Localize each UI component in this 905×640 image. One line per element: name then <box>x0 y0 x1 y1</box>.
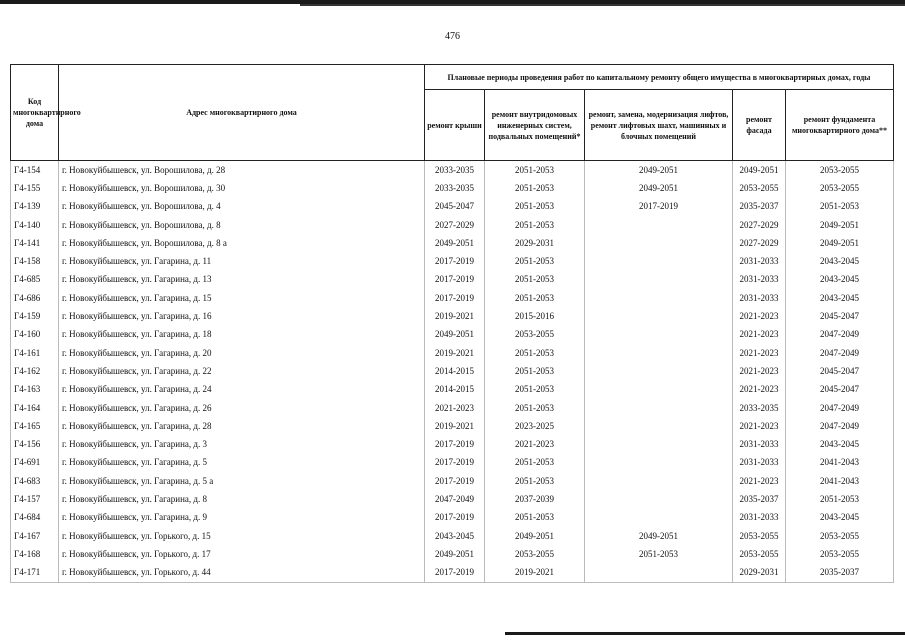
roof-period: 2014-2015 <box>425 362 485 380</box>
systems-period: 2051-2053 <box>485 216 585 234</box>
roof-period: 2021-2023 <box>425 399 485 417</box>
house-address: г. Новокуйбышевск, ул. Горького, д. 15 <box>59 527 425 545</box>
roof-period: 2014-2015 <box>425 381 485 399</box>
foundation-period: 2051-2053 <box>786 490 894 508</box>
table-row <box>11 271 894 289</box>
roof-period: 2047-2049 <box>425 490 485 508</box>
foundation-period: 2045-2047 <box>786 362 894 380</box>
systems-period: 2019-2021 <box>485 564 585 583</box>
facade-period: 2021-2023 <box>733 381 786 399</box>
foundation-period: 2047-2049 <box>786 417 894 435</box>
table-row <box>11 545 894 563</box>
systems-period: 2051-2053 <box>485 509 585 527</box>
facade-period: 2031-2033 <box>733 271 786 289</box>
foundation-period: 2043-2045 <box>786 252 894 270</box>
lifts-period <box>585 454 733 472</box>
house-code: Г4-162 <box>11 362 59 380</box>
house-code: Г4-164 <box>11 399 59 417</box>
house-code: Г4-161 <box>11 344 59 362</box>
header-facade-repair: ремонт фасада <box>733 90 786 161</box>
table-row <box>11 490 894 508</box>
lifts-period <box>585 344 733 362</box>
house-code: Г4-157 <box>11 490 59 508</box>
roof-period: 2027-2029 <box>425 216 485 234</box>
table-row <box>11 198 894 216</box>
systems-period: 2051-2053 <box>485 344 585 362</box>
scan-bottom-edge <box>505 632 905 635</box>
systems-period: 2051-2053 <box>485 179 585 197</box>
systems-period: 2051-2053 <box>485 252 585 270</box>
lifts-period <box>585 399 733 417</box>
facade-period: 2031-2033 <box>733 435 786 453</box>
foundation-period: 2053-2055 <box>786 179 894 197</box>
house-address: г. Новокуйбышевск, ул. Гагарина, д. 3 <box>59 435 425 453</box>
house-address: г. Новокуйбышевск, ул. Горького, д. 17 <box>59 545 425 563</box>
foundation-period: 2053-2055 <box>786 527 894 545</box>
roof-period: 2049-2051 <box>425 545 485 563</box>
table-row <box>11 326 894 344</box>
systems-period: 2053-2055 <box>485 545 585 563</box>
house-address: г. Новокуйбышевск, ул. Гагарина, д. 15 <box>59 289 425 307</box>
roof-period: 2033-2035 <box>425 179 485 197</box>
systems-period: 2051-2053 <box>485 381 585 399</box>
facade-period: 2021-2023 <box>733 417 786 435</box>
facade-period: 2053-2055 <box>733 545 786 563</box>
systems-period: 2023-2025 <box>485 417 585 435</box>
lifts-period <box>585 435 733 453</box>
roof-period: 2017-2019 <box>425 289 485 307</box>
foundation-period: 2053-2055 <box>786 161 894 180</box>
house-code: Г4-158 <box>11 252 59 270</box>
roof-period: 2017-2019 <box>425 271 485 289</box>
house-code: Г4-686 <box>11 289 59 307</box>
table-row <box>11 417 894 435</box>
house-code: Г4-140 <box>11 216 59 234</box>
facade-period: 2021-2023 <box>733 472 786 490</box>
scan-top-edge-shadow <box>300 4 905 6</box>
house-address: г. Новокуйбышевск, ул. Гагарина, д. 28 <box>59 417 425 435</box>
table-row <box>11 362 894 380</box>
foundation-period: 2047-2049 <box>786 399 894 417</box>
systems-period: 2051-2053 <box>485 454 585 472</box>
facade-period: 2021-2023 <box>733 326 786 344</box>
header-roof-repair: ремонт крыши <box>425 90 485 161</box>
lifts-period <box>585 307 733 325</box>
house-address: г. Новокуйбышевск, ул. Гагарина, д. 5 а <box>59 472 425 490</box>
house-address: г. Новокуйбышевск, ул. Горького, д. 44 <box>59 564 425 583</box>
systems-period: 2029-2031 <box>485 234 585 252</box>
table-row <box>11 344 894 362</box>
table-row <box>11 179 894 197</box>
table-row <box>11 252 894 270</box>
house-code: Г4-167 <box>11 527 59 545</box>
foundation-period: 2041-2043 <box>786 472 894 490</box>
house-address: г. Новокуйбышевск, ул. Гагарина, д. 9 <box>59 509 425 527</box>
systems-period: 2053-2055 <box>485 326 585 344</box>
lifts-period <box>585 326 733 344</box>
house-address: г. Новокуйбышевск, ул. Ворошилова, д. 28 <box>59 161 425 180</box>
table-row <box>11 289 894 307</box>
facade-period: 2053-2055 <box>733 527 786 545</box>
house-code: Г4-685 <box>11 271 59 289</box>
lifts-period <box>585 509 733 527</box>
table-row <box>11 527 894 545</box>
roof-period: 2017-2019 <box>425 435 485 453</box>
header-code: Код многоквартирного дома <box>11 65 59 161</box>
house-address: г. Новокуйбышевск, ул. Гагарина, д. 13 <box>59 271 425 289</box>
foundation-period: 2047-2049 <box>786 344 894 362</box>
roof-period: 2017-2019 <box>425 472 485 490</box>
roof-period: 2019-2021 <box>425 307 485 325</box>
house-address: г. Новокуйбышевск, ул. Ворошилова, д. 4 <box>59 198 425 216</box>
roof-period: 2017-2019 <box>425 252 485 270</box>
house-address: г. Новокуйбышевск, ул. Ворошилова, д. 8 <box>59 216 425 234</box>
house-address: г. Новокуйбышевск, ул. Гагарина, д. 20 <box>59 344 425 362</box>
roof-period: 2019-2021 <box>425 344 485 362</box>
header-planned-periods: Плановые периоды проведения работ по капитальному ремонту общего имущества в многоквартирных домах, годы <box>425 65 894 90</box>
house-address: г. Новокуйбышевск, ул. Гагарина, д. 18 <box>59 326 425 344</box>
systems-period: 2051-2053 <box>485 161 585 180</box>
systems-period: 2051-2053 <box>485 289 585 307</box>
systems-period: 2051-2053 <box>485 472 585 490</box>
foundation-period: 2045-2047 <box>786 381 894 399</box>
systems-period: 2051-2053 <box>485 198 585 216</box>
table-row <box>11 381 894 399</box>
lifts-period: 2017-2019 <box>585 198 733 216</box>
house-address: г. Новокуйбышевск, ул. Гагарина, д. 11 <box>59 252 425 270</box>
house-code: Г4-684 <box>11 509 59 527</box>
roof-period: 2043-2045 <box>425 527 485 545</box>
foundation-period: 2043-2045 <box>786 271 894 289</box>
house-address: г. Новокуйбышевск, ул. Гагарина, д. 22 <box>59 362 425 380</box>
foundation-period: 2041-2043 <box>786 454 894 472</box>
foundation-period: 2051-2053 <box>786 198 894 216</box>
house-address: г. Новокуйбышевск, ул. Гагарина, д. 26 <box>59 399 425 417</box>
table-row <box>11 216 894 234</box>
table-row <box>11 399 894 417</box>
foundation-period: 2043-2045 <box>786 289 894 307</box>
capital-repair-schedule-table <box>10 64 894 583</box>
systems-period: 2049-2051 <box>485 527 585 545</box>
header-foundation-repair: ремонт фундамента многоквартирного дома** <box>786 90 894 161</box>
table-row <box>11 454 894 472</box>
lifts-period: 2051-2053 <box>585 545 733 563</box>
facade-period: 2021-2023 <box>733 344 786 362</box>
roof-period: 2019-2021 <box>425 417 485 435</box>
facade-period: 2029-2031 <box>733 564 786 583</box>
lifts-period <box>585 362 733 380</box>
house-code: Г4-163 <box>11 381 59 399</box>
table-row <box>11 161 894 180</box>
header-engineering-systems-repair: ремонт внутридомовых инженерных систем, подвальных помещений* <box>485 90 585 161</box>
lifts-period <box>585 252 733 270</box>
house-address: г. Новокуйбышевск, ул. Ворошилова, д. 8 а <box>59 234 425 252</box>
facade-period: 2035-2037 <box>733 198 786 216</box>
table-row <box>11 472 894 490</box>
facade-period: 2053-2055 <box>733 179 786 197</box>
lifts-period <box>585 216 733 234</box>
facade-period: 2021-2023 <box>733 307 786 325</box>
header-lift-repair: ремонт, замена, модернизация лифтов, ремонт лифтовых шахт, машинных и блочных помещений <box>585 90 733 161</box>
header-address: Адрес многоквартирного дома <box>59 65 425 161</box>
lifts-period <box>585 564 733 583</box>
house-address: г. Новокуйбышевск, ул. Гагарина, д. 8 <box>59 490 425 508</box>
lifts-period: 2049-2051 <box>585 527 733 545</box>
house-code: Г4-165 <box>11 417 59 435</box>
table-row <box>11 234 894 252</box>
lifts-period <box>585 289 733 307</box>
systems-period: 2021-2023 <box>485 435 585 453</box>
house-code: Г4-160 <box>11 326 59 344</box>
house-code: Г4-156 <box>11 435 59 453</box>
foundation-period: 2049-2051 <box>786 216 894 234</box>
house-code: Г4-141 <box>11 234 59 252</box>
facade-period: 2035-2037 <box>733 490 786 508</box>
roof-period: 2017-2019 <box>425 509 485 527</box>
facade-period: 2031-2033 <box>733 509 786 527</box>
lifts-period: 2049-2051 <box>585 161 733 180</box>
foundation-period: 2043-2045 <box>786 509 894 527</box>
roof-period: 2045-2047 <box>425 198 485 216</box>
foundation-period: 2035-2037 <box>786 564 894 583</box>
house-code: Г4-691 <box>11 454 59 472</box>
foundation-period: 2049-2051 <box>786 234 894 252</box>
house-address: г. Новокуйбышевск, ул. Ворошилова, д. 30 <box>59 179 425 197</box>
table-row <box>11 509 894 527</box>
page-number: 476 <box>445 31 460 42</box>
foundation-period: 2043-2045 <box>786 435 894 453</box>
roof-period: 2017-2019 <box>425 564 485 583</box>
facade-period: 2027-2029 <box>733 216 786 234</box>
house-code: Г4-171 <box>11 564 59 583</box>
house-code: Г4-155 <box>11 179 59 197</box>
roof-period: 2017-2019 <box>425 454 485 472</box>
table-row <box>11 564 894 583</box>
foundation-period: 2045-2047 <box>786 307 894 325</box>
foundation-period: 2047-2049 <box>786 326 894 344</box>
systems-period: 2051-2053 <box>485 399 585 417</box>
table-header <box>11 65 894 161</box>
facade-period: 2031-2033 <box>733 454 786 472</box>
facade-period: 2031-2033 <box>733 289 786 307</box>
roof-period: 2049-2051 <box>425 234 485 252</box>
lifts-period <box>585 417 733 435</box>
table-row <box>11 435 894 453</box>
systems-period: 2037-2039 <box>485 490 585 508</box>
systems-period: 2051-2053 <box>485 362 585 380</box>
house-address: г. Новокуйбышевск, ул. Гагарина, д. 5 <box>59 454 425 472</box>
lifts-period <box>585 381 733 399</box>
house-address: г. Новокуйбышевск, ул. Гагарина, д. 24 <box>59 381 425 399</box>
systems-period: 2051-2053 <box>485 271 585 289</box>
house-code: Г4-159 <box>11 307 59 325</box>
house-address: г. Новокуйбышевск, ул. Гагарина, д. 16 <box>59 307 425 325</box>
lifts-period <box>585 234 733 252</box>
facade-period: 2049-2051 <box>733 161 786 180</box>
lifts-period: 2049-2051 <box>585 179 733 197</box>
systems-period: 2015-2016 <box>485 307 585 325</box>
facade-period: 2027-2029 <box>733 234 786 252</box>
lifts-period <box>585 490 733 508</box>
roof-period: 2033-2035 <box>425 161 485 180</box>
roof-period: 2049-2051 <box>425 326 485 344</box>
facade-period: 2021-2023 <box>733 362 786 380</box>
house-code: Г4-683 <box>11 472 59 490</box>
table-row <box>11 307 894 325</box>
lifts-period <box>585 271 733 289</box>
facade-period: 2031-2033 <box>733 252 786 270</box>
lifts-period <box>585 472 733 490</box>
house-code: Г4-168 <box>11 545 59 563</box>
foundation-period: 2053-2055 <box>786 545 894 563</box>
table-body <box>11 161 894 583</box>
house-code: Г4-139 <box>11 198 59 216</box>
house-code: Г4-154 <box>11 161 59 180</box>
facade-period: 2033-2035 <box>733 399 786 417</box>
